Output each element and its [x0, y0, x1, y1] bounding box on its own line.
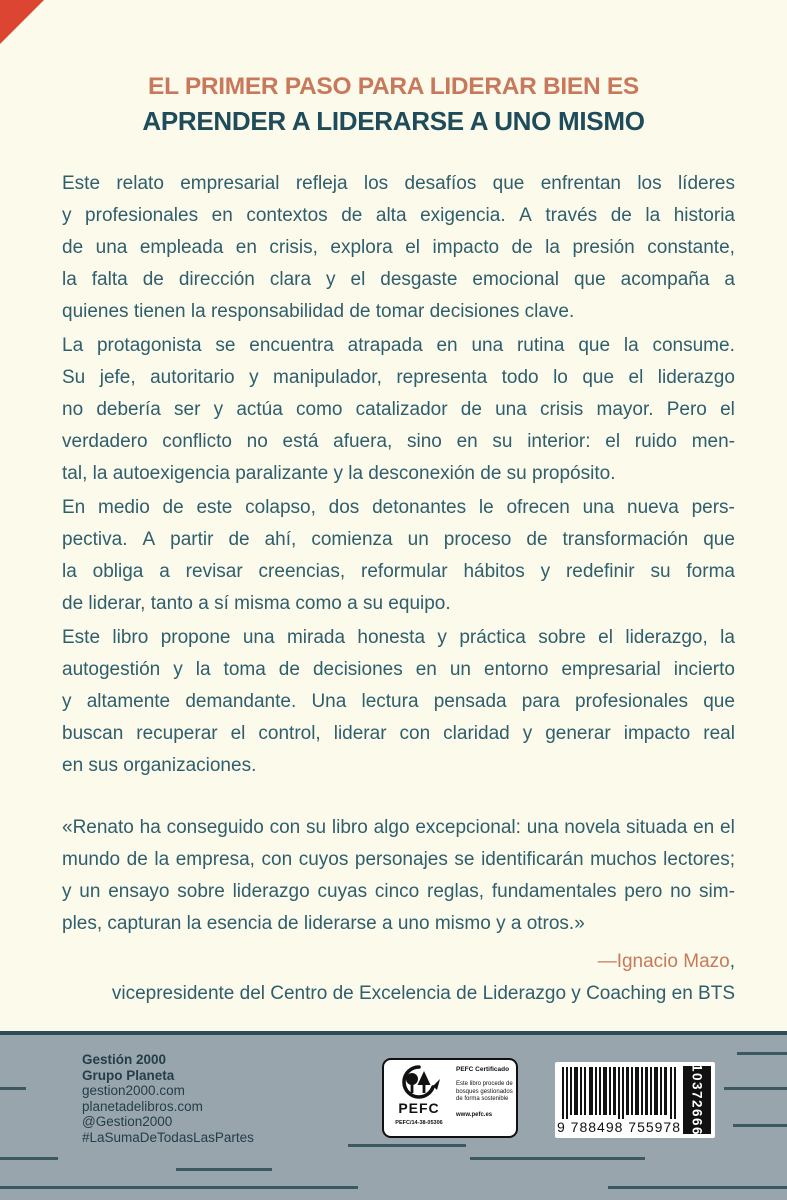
text-line: ples, capturan la esencia de liderarse a uno mismo y a otros.» — [62, 913, 585, 934]
text-line: de liderar, tanto a sí misma como a su equipo. — [62, 593, 451, 614]
decorative-rule — [176, 1168, 272, 1171]
decorative-rule — [470, 1157, 645, 1160]
footer-band — [0, 1031, 787, 1200]
headline-line2: APRENDER A LIDERARSE A UNO MISMO — [142, 106, 645, 136]
pefc-license-code: PEFC/14-38-05306 — [395, 1120, 443, 1126]
text-line: verdadero conflicto no está afuera, sino en su interior: el ruido men- — [62, 431, 735, 452]
barcode-bars-icon — [562, 1067, 678, 1119]
text-line: tal, la autoexigencia paralizante y la desconexión de su propósito. — [62, 463, 616, 484]
text-line: en sus organizaciones. — [62, 755, 257, 776]
text-line: «Renato ha conseguido con su libro algo excepcional: una novela situada en el — [62, 817, 735, 838]
pefc-certification-label — [382, 1058, 518, 1138]
decorative-rule — [0, 1157, 58, 1160]
pefc-description — [456, 1081, 514, 1104]
text-line: Este relato empresarial refleja los desafíos que enfrentan los líderes — [62, 173, 735, 194]
text-line: de una empleada en crisis, explora el impacto de la presión constante, — [62, 237, 735, 258]
decorative-rule — [608, 1186, 787, 1189]
text-line: bosques gestionados — [456, 1088, 513, 1095]
text-line: @Gestion2000 — [82, 1114, 173, 1130]
text-line: Gestión 2000 — [82, 1052, 167, 1067]
barcode — [555, 1062, 715, 1138]
text-line: quienes tienen la responsabilidad de tomar decisiones clave. — [62, 301, 575, 322]
endorsement-quote — [62, 812, 735, 940]
text-line: y profesionales en contextos de alta exigencia. A través de la historia — [62, 205, 735, 226]
headline — [0, 70, 787, 138]
synopsis-paragraph-1 — [62, 168, 735, 328]
text-line: En medio de este colapso, dos detonantes le ofrecen una nueva pers- — [62, 497, 735, 518]
barcode-side-strip — [683, 1063, 711, 1137]
text-line: pectiva. A partir de ahí, comienza un proceso de transformación que — [62, 529, 735, 550]
quote-byline: vicepresidente del Centro de Excelencia de Liderazgo y Coaching en BTS — [111, 983, 735, 1004]
text-line: y altamente demandante. Una lectura pensada para profesionales que — [62, 691, 735, 712]
synopsis-paragraph-4 — [62, 622, 735, 782]
barcode-side-number: 10372666 — [689, 1063, 705, 1137]
pefc-url: www.pefc.es — [456, 1111, 493, 1118]
decorative-rule — [724, 1087, 787, 1090]
text-line: Su jefe, autoritario y manipulador, representa todo lo que el liderazgo — [62, 367, 735, 388]
quote-author-comma: , — [729, 951, 735, 972]
decorative-rule — [737, 1052, 787, 1055]
text-line: la falta de dirección clara y el desgaste emocional que acompaña a — [62, 269, 735, 290]
synopsis-paragraph-3 — [62, 492, 735, 620]
text-line: planetadelibros.com — [82, 1098, 203, 1114]
footer-band-top-rule — [0, 1031, 787, 1035]
quote-author: —Ignacio Mazo — [597, 951, 730, 972]
synopsis — [62, 168, 735, 1010]
pefc-logo-icon — [393, 1065, 445, 1101]
text-line: La protagonista se encuentra atrapada en una rutina que la consume. — [62, 335, 735, 356]
text-line: #LaSumaDeTodasLasPartes — [82, 1129, 254, 1145]
decorative-rule — [0, 1087, 26, 1090]
text-line: y un ensayo sobre liderazgo cuyas cinco reglas, fundamentales pero no sim- — [62, 881, 735, 902]
synopsis-paragraph-2 — [62, 330, 735, 490]
corner-accent-triangle — [0, 0, 44, 44]
text-line: Grupo Planeta — [82, 1067, 175, 1083]
text-line: autogestión y la toma de decisiones en un entorno empresarial incierto — [62, 659, 735, 680]
quote-attribution — [62, 946, 735, 978]
text-line: buscan recuperar el control, liderar con claridad y generar impacto real — [62, 723, 735, 744]
pefc-title: PEFC Certificado — [456, 1066, 510, 1073]
decorative-rule — [348, 1144, 466, 1147]
text-line: Este libro procede de — [456, 1081, 513, 1087]
decorative-rule — [733, 1124, 787, 1127]
text-line: no debería ser y actúa como catalizador de una crisis mayor. Pero el — [62, 399, 735, 420]
decorative-rule — [0, 1186, 358, 1189]
isbn-number: 9 788498 755978 — [557, 1119, 681, 1135]
publisher-info — [82, 1052, 254, 1146]
text-line: Este libro propone una mirada honesta y práctica sobre el liderazgo, la — [62, 627, 735, 648]
text-line: gestion2000.com — [82, 1083, 185, 1099]
text-line: la obliga a revisar creencias, reformular hábitos y redefinir su forma — [62, 561, 735, 582]
text-line: de forma sostenible — [456, 1096, 509, 1102]
pefc-wordmark: PEFC — [398, 1100, 440, 1116]
text-line: mundo de la empresa, con cuyos personajes se identificarán muchos lectores; — [62, 849, 735, 870]
headline-line1: EL PRIMER PASO PARA LIDERAR BIEN ES — [148, 73, 639, 100]
